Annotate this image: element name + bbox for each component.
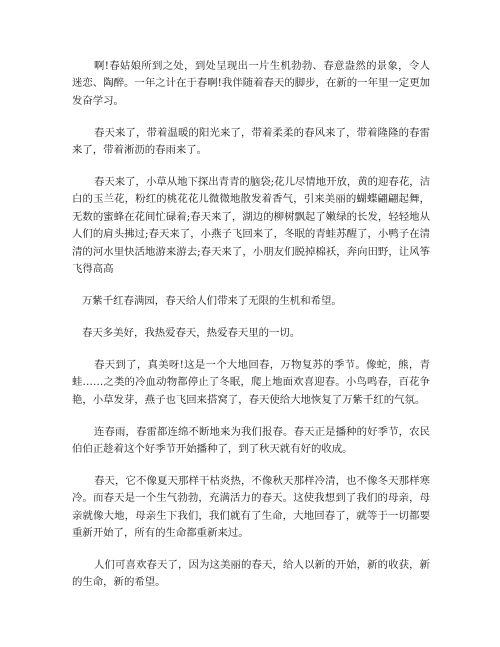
document-body [72,58,430,606]
paragraph-2: 春天来了，带着温暖的阳光来了，带着柔柔的春风来了，带着隆隆的春雷来了，带着淅沥的春雨来了。 [72,126,430,157]
paragraph-3: 春天来了，小草从地下探出青青的脑袋;花儿尽情地开放，黄的迎春花，洁白的玉兰花，粉红的桃花花儿微微地散发着香气，引来美丽的蝴蝶翩翩起舞，无数的蜜蜂在花间忙碌着;春天来了，湖边的柳树飘起了嫩绿的长发，轻轻地从人们的肩头拂过;春天来了，小燕子飞回来了，冬眠的青蛙苏醒了，小鸭子在清清的河水里快活地游来游去;春天来了，小朋友们脱掉棉袄，奔向田野，让风筝飞得高高 [72,176,430,276]
paragraph-7: 连春雨，春雷都连绵不断地来为我们报春。春天正是播种的好季节，农民伯伯正趁着这个好季节开始播种了，到了秋天就有好的收成。 [72,425,430,455]
paragraph-5: 春天多美好，我热爱春天，热爱春天里的一切。 [82,326,301,339]
paragraph-9: 人们可喜欢春天了，因为这美丽的春天，给人以新的开始，新的收获，新的生命，新的希望。 [72,558,430,589]
paragraph-6: 春天到了，真美呀!这是一个大地回春，万物复苏的季节。像蛇，熊，青蛙……之类的冷血动物都停止了冬眠，爬上地面欢喜迎春。小鸟鸣春，百花争艳，小草发芽，燕子也飞回来搭窝了，春天使给大地恢复了万紫千红的气氛。 [72,358,430,406]
paragraph-8: 春天，它不像夏天那样干枯炎热，不像秋天那样冷清，也不像冬天那样寒冷。而春天是一个生气勃勃，充满活力的春天。这使我想到了我们的母亲，母亲就像大地，母亲生下我们，我们就有了生命，大地回春了，就等于一切都要重新开始了，所有的生命都重新来过。 [72,474,430,540]
paragraph-4: 万紫千红春满园，春天给人们带来了无限的生机和希望。 [82,294,342,307]
paragraph-1: 啊!春姑娘所到之处，到处呈现出一片生机勃勃、春意盎然的景象，令人迷恋、陶醉。一年之计在于春啊!我伴随着春天的脚步，在新的一年里一定更加发奋学习。 [72,60,430,107]
